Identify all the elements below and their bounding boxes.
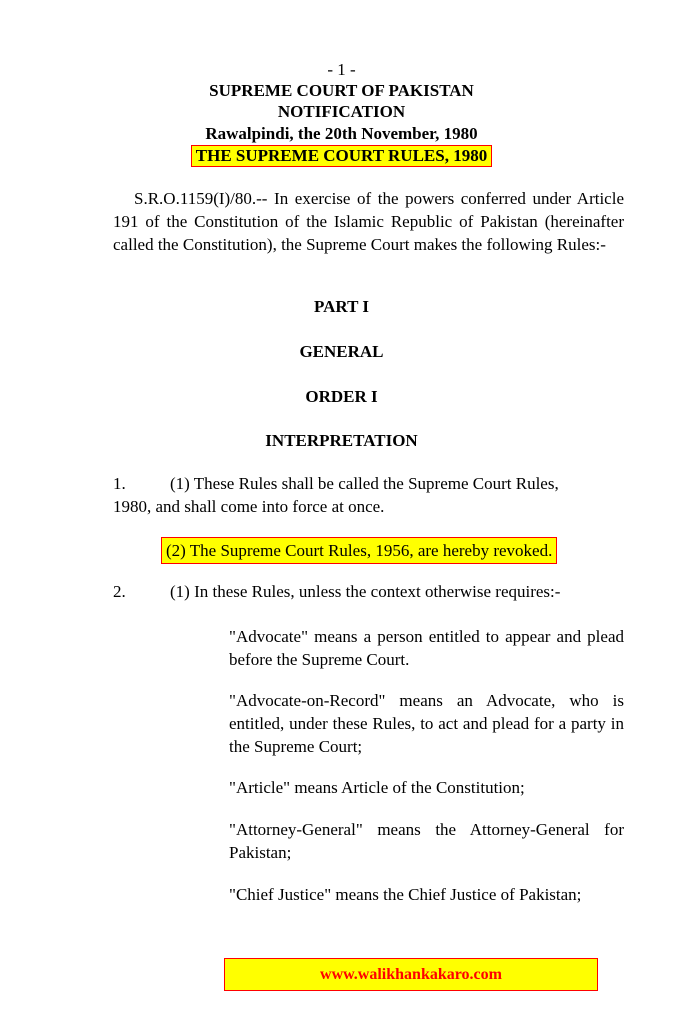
part-heading: PART I [314, 297, 369, 316]
rule-1-2-highlighted: (2) The Supreme Court Rules, 1956, are hereby revoked. [161, 537, 557, 564]
rule-1-continuation: 1980, and shall come into force at once. [113, 497, 385, 516]
preamble: S.R.O.1159(I)/80.-- In exercise of the powers conferred under Article 191 of the Constitution of the Islamic Republic of Pakistan (hereinafter called the Constitution), the Supreme Court makes the following Rules:- [113, 189, 624, 254]
court-name: SUPREME COURT OF PAKISTAN [209, 81, 474, 100]
rule-2-text: (1) In these Rules, unless the context otherwise requires:- [170, 582, 561, 601]
definition-advocate-on-record: "Advocate-on-Record" means an Advocate, who is entitled, under these Rules, to act and plead for a party in the Supreme Court; [229, 691, 624, 756]
order-heading: ORDER I [305, 387, 378, 406]
document-title: THE SUPREME COURT RULES, 1980 [191, 145, 492, 167]
rule-1-text: (1) These Rules shall be called the Supreme Court Rules, [170, 474, 559, 493]
definition-advocate: "Advocate" means a person entitled to appear and plead before the Supreme Court. [229, 627, 624, 669]
rule-2-number: 2. [113, 582, 126, 601]
page-number: - 1 - [327, 60, 356, 79]
interpretation-heading: INTERPRETATION [265, 431, 418, 450]
title-wrapper [0, 145, 683, 167]
footer-website-banner [224, 958, 598, 991]
definition-attorney-general: "Attorney-General" means the Attorney-General for Pakistan; [229, 820, 624, 862]
general-heading: GENERAL [299, 342, 384, 361]
place-date: Rawalpindi, the 20th November, 1980 [205, 124, 478, 143]
definition-article: "Article" means Article of the Constitution; [229, 778, 525, 797]
definition-chief-justice: "Chief Justice" means the Chief Justice of Pakistan; [229, 885, 582, 904]
notification-heading: NOTIFICATION [277, 102, 406, 121]
website-link[interactable]: www.walikhankakaro.com [320, 966, 502, 983]
rule-1-2-wrapper [161, 537, 557, 564]
rule-1-number: 1. [113, 474, 126, 493]
